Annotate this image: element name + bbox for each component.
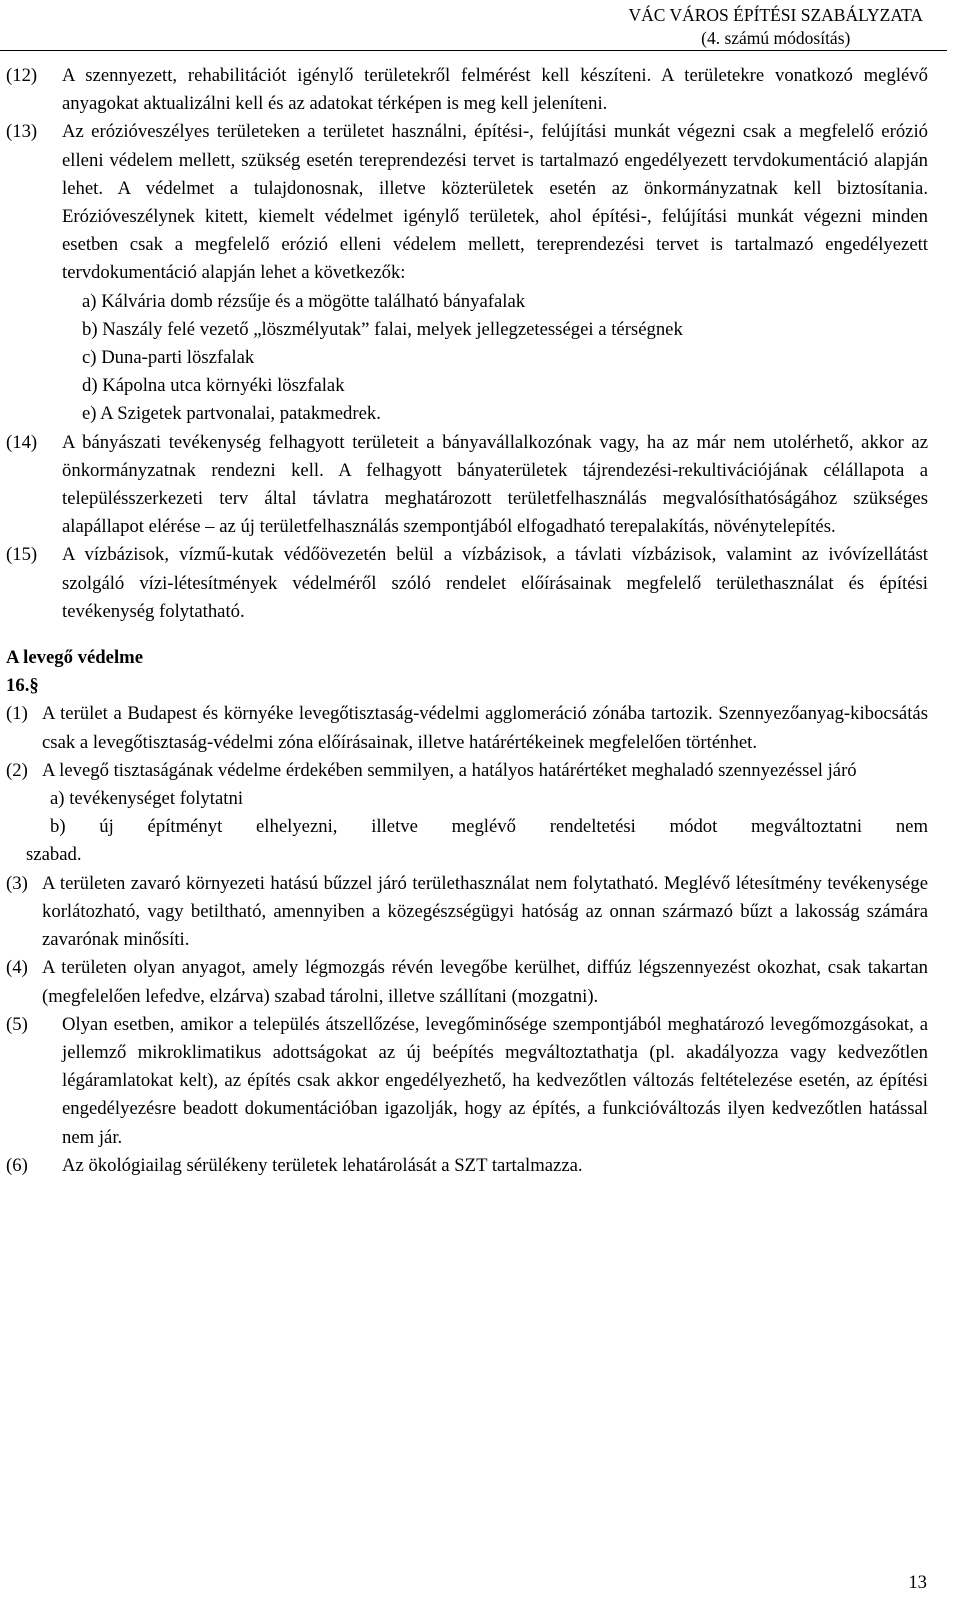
section-number: 16.§ xyxy=(6,675,39,697)
s16-paragraph-5 xyxy=(6,1011,928,1152)
paragraph-number: (2) xyxy=(6,759,28,781)
list-item: b) új építményt elhelyezni, illetve meglévő rendeltetési módot megváltoztatni nem xyxy=(50,816,928,838)
header-title: VÁC VÁROS ÉPÍTÉSI SZABÁLYZATA xyxy=(628,5,923,25)
paragraph-number: (4) xyxy=(6,957,28,979)
paragraph-number: (5) xyxy=(6,1013,28,1035)
page-number: 13 xyxy=(908,1572,927,1593)
s16-paragraph-4 xyxy=(6,954,928,1010)
header-divider xyxy=(0,50,947,51)
paragraph-number: (12) xyxy=(6,65,38,86)
header-subtitle: (4. számú módosítás) xyxy=(701,28,851,48)
paragraph-number: (13) xyxy=(6,121,38,143)
paragraph-text: A területen zavaró környezeti hatású bűzzel járó területhasználat nem folytatható. Meglévő létesítmény tevékenysége korlátozható, vagy betiltható, amennyiben a közegészségügyi hatóság az onnan származó bűzt a lakosság számára zavarónak minősíti. xyxy=(42,872,928,951)
paragraph-text: A szennyezett, rehabilitációt igénylő területekről felmérést kell készíteni. A területekre vonatkozó meglévő anyagokat aktualizálni kell és az adatokat térképen is meg kell jeleníteni. xyxy=(62,65,928,115)
s16-paragraph-6 xyxy=(6,1152,928,1180)
paragraph-text: A területen olyan anyagot, amely légmozgás révén levegőbe kerülhet, diffúz légszennyezést okozhat, csak takartan (megfelelően lefedve, elzárva) szabad tárolni, illetve szállítani (mozgatni). xyxy=(42,957,928,1007)
page-header xyxy=(628,4,923,50)
document-body xyxy=(6,62,928,1180)
section-sign: § xyxy=(29,675,39,697)
paragraph-number: (15) xyxy=(6,544,38,566)
paragraph-text: A terület a Budapest és környéke levegőtisztaság-védelmi agglomeráció zónába tartozik. Szennyezőanyag-kibocsátás csak a levegőtisztaság-védelmi zóna előírásainak, illetve határértékeinek megfelelően történhet. xyxy=(42,703,928,753)
paragraph-text: Olyan esetben, amikor a település átszellőzése, levegőminősége szempontjából meghatározó levegőmozgásokat, a jellemző mikroklimatikus adottságokat az új beépítés megváltoztathatja (pl. akadályozza vagy kedvezőtlen légáramlatokat kelt), az építés csak akkor engedélyezhető, ha kedvezőtlen változás feltételezése esetén, az építési engedélyezésre beadott dokumentációban igazolják, hogy az építés, a funkcióváltozás ilyen kedvezőtlen hatással nem jár. xyxy=(62,1013,928,1148)
paragraph-continuation: szabad. xyxy=(26,844,82,866)
paragraph-text: Az erózióveszélyes területeken a területet használni, építési-, felújítási munkát végezni csak a megfelelő erózió elleni védelem mellett, szükség esetén tereprendezési tervet is tartalmazó engedélyezett tervdokumentáció alapján lehet. A védelmet a tulajdonosnak, illetve közterületek esetén az önkormányzatnak kell biztosítania. Erózióveszélynek kitett, kiemelt védelmet igénylő területek, ahol építési-, felújítási munkát végezni minden esetben csak a megfelelő erózió elleni védelem mellett, tereprendezési tervet is tartalmazó engedélyezett tervdokumentáció alapján lehet a következők: xyxy=(62,121,928,284)
paragraph-number: (6) xyxy=(6,1154,28,1176)
section-title: A levegő védelme xyxy=(6,647,143,669)
paragraph-text: A levegő tisztaságának védelme érdekében semmilyen, a hatályos határértéket meghaladó szennyezéssel járó xyxy=(42,759,857,781)
paragraph-text: A vízbázisok, vízmű-kutak védőövezetén belül a vízbázisok, a távlati vízbázisok, valamint az ivóvízellátást szolgáló vízi-létesítmények védelméről szóló rendelet előírásainak megfelelő területhasználat és építési tevékenység folytatható. xyxy=(62,544,928,622)
paragraph-number: (14) xyxy=(6,431,38,453)
s16-paragraph-1 xyxy=(6,700,928,756)
paragraph-15 xyxy=(6,541,928,626)
list-item: d) Kápolna utca környéki löszfalak xyxy=(82,375,345,397)
list-item: b) Naszály felé vezető „löszmélyutak” falai, melyek jellegzetességei a térségnek xyxy=(82,318,683,340)
list-item: e) A Szigetek partvonalai, patakmedrek. xyxy=(82,403,381,425)
paragraph-number: (1) xyxy=(6,703,28,725)
paragraph-text: A bányászati tevékenység felhagyott területeit a bányavállalkozónak vagy, ha az már nem utolérhető, akkor az önkormányzatnak rendezni kell. A felhagyott bányaterületek tájrendezési-rekultivációjának célállapota a településszerkezeti terv által távlatra meghatározott területfelhasználás megvalósíthatóságához szükséges alapállapot elérése – az új területfelhasználás szempontjából elfogadható terepalakítás, növénytelepítés. xyxy=(62,431,928,538)
paragraph-12 xyxy=(6,62,928,118)
list-item: a) Kálvária domb rézsűje és a mögötte található bányafalak xyxy=(82,290,526,312)
paragraph-14 xyxy=(6,429,928,542)
list-item: a) tevékenységet folytatni xyxy=(50,788,244,810)
paragraph-number: (3) xyxy=(6,872,28,894)
s16-paragraph-3 xyxy=(6,870,928,955)
list-item: c) Duna-parti löszfalak xyxy=(82,347,255,369)
paragraph-13 xyxy=(6,118,928,287)
paragraph-text: Az ökológiailag sérülékeny területek lehatárolását a SZT tartalmazza. xyxy=(62,1154,583,1176)
s16-paragraph-2 xyxy=(6,757,928,785)
